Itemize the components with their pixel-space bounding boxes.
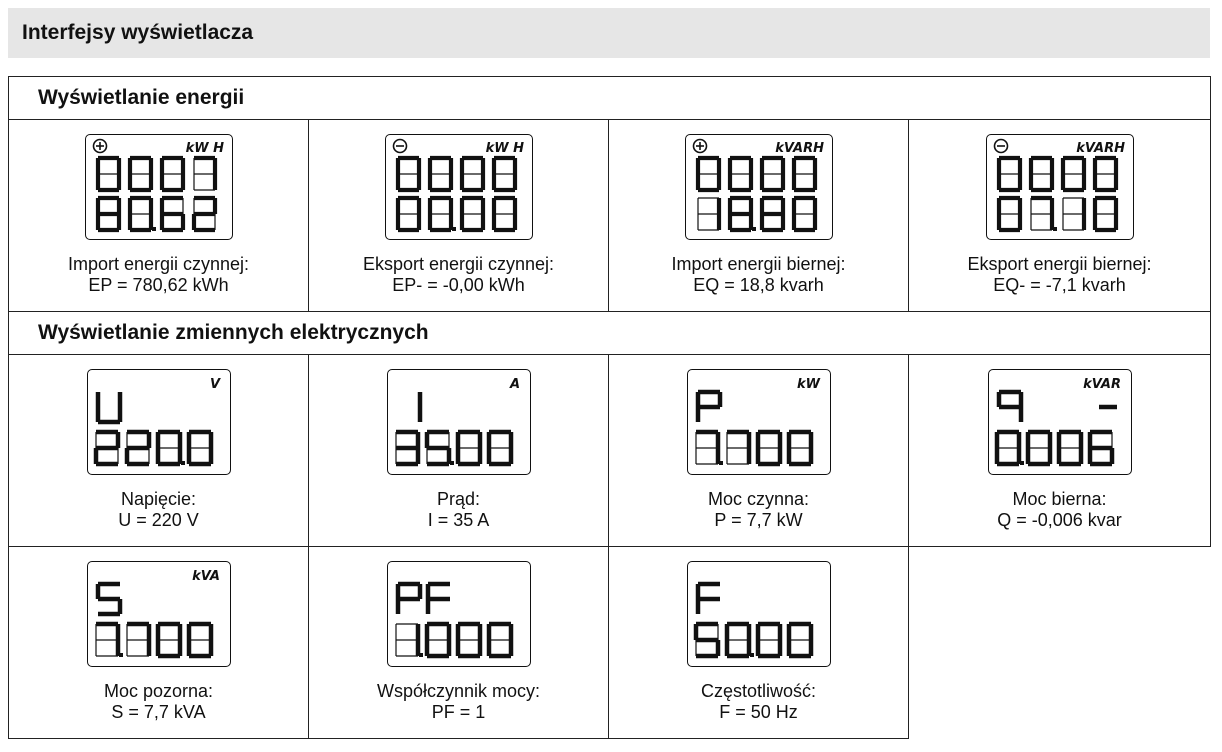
lcd-digit [698,392,720,422]
variable-cell-current [309,355,609,547]
lcd-digit [462,158,483,190]
lcd-digit [127,624,149,656]
lcd-digit [189,624,211,656]
lcd-digit [758,432,780,464]
caption-value: EP- = -0,00 kWh [392,275,525,295]
lcd-digit [794,158,815,190]
lcd-display [685,134,833,240]
lcd-digit [396,624,418,656]
caption-value: Q = -0,006 kvar [997,510,1122,530]
lcd-display [687,561,831,667]
lcd-digit [428,584,450,614]
lcd-digit [96,624,118,656]
lcd-digit [762,198,783,230]
lcd-display [385,134,533,240]
lcd-digit [398,158,419,190]
lcd-digit [997,432,1019,464]
lcd-digit [727,432,749,464]
lcd-digit [1095,158,1116,190]
decimal-point [750,653,754,657]
energy-cell-export-reactive [909,120,1211,312]
lcd-digit [98,392,120,422]
lcd-digit [494,158,515,190]
lcd-digit [396,432,418,464]
lcd-digit [127,432,149,464]
lcd-display [87,369,231,475]
lcd-digit [730,158,751,190]
page-header [8,8,1210,58]
caption-value: I = 35 A [427,510,490,530]
caption-label: Współczynnik mocy: [376,681,541,701]
caption-value: U = 220 V [118,510,199,530]
unit-label: kW H [485,141,524,156]
lcd-digit [1063,158,1084,190]
decimal-point [719,461,723,465]
lcd-digit [162,198,183,230]
lcd-digit [98,584,120,614]
variable-cell-active-power [609,355,909,547]
empty-cell [909,547,1211,739]
lcd-digit [698,198,719,230]
decimal-point [152,227,156,231]
plus-circle-icon [93,140,106,153]
caption-value: EP = 780,62 kWh [88,275,229,295]
lcd-digit [96,432,118,464]
lcd-digit [1028,432,1050,464]
lcd-digit [999,158,1020,190]
plus-circle-icon [693,140,706,153]
lcd-digit [698,584,720,614]
caption-label: Moc czynna: [707,489,810,509]
lcd-digit [158,624,180,656]
lcd-digit [130,158,151,190]
lcd-display [87,561,231,667]
lcd-digit [1059,432,1081,464]
unit-label: kVAR [1082,377,1121,392]
decimal-point [1020,461,1024,465]
caption-label: Import energii czynnej: [67,254,250,274]
lcd-digit [158,432,180,464]
lcd-display [85,134,233,240]
lcd-digit [194,198,215,230]
variable-cell-reactive-power [909,355,1211,547]
decimal-point [419,653,423,657]
variable-cell-frequency [609,547,909,739]
unit-label: kVARH [774,141,824,156]
lcd-digit [489,624,511,656]
decimal-point [450,461,454,465]
lcd-digit [189,432,211,464]
variable-cell-voltage [9,355,309,547]
lcd-digit [696,432,718,464]
caption-value: S = 7,7 kVA [111,702,206,722]
lcd-display [387,561,531,667]
lcd-digit [789,624,811,656]
minus-circle-icon [994,140,1007,153]
lcd-digit [727,624,749,656]
decimal-point [752,227,756,231]
lcd-digit [794,198,815,230]
lcd-digit [1031,158,1052,190]
lcd-digit [489,432,511,464]
unit-label: A [509,377,520,392]
lcd-display [687,369,831,475]
lcd-digit [1090,432,1112,464]
lcd-digit [458,624,480,656]
lcd-digit [462,198,483,230]
caption-label: Napięcie: [120,489,197,509]
display-interfaces-table [8,76,1211,739]
lcd-digit [427,624,449,656]
lcd-digit [1095,198,1116,230]
caption-value: PF = 1 [431,702,486,722]
variable-cell-apparent-power [9,547,309,739]
caption-label: Moc bierna: [1012,489,1107,509]
variable-cell-power-factor [309,547,609,739]
caption-value: EQ = 18,8 kvarh [693,275,824,295]
decimal-point [1053,227,1057,231]
unit-label: kW [796,377,820,392]
lcd-digit [398,198,419,230]
caption-label: Eksport energii czynnej: [362,254,555,274]
lcd-digit [1063,198,1084,230]
caption-value: EQ- = -7,1 kvarh [993,275,1126,295]
energy-cell-import-reactive [609,120,909,312]
lcd-display [988,369,1132,475]
caption-label: Eksport energii biernej: [967,254,1152,274]
caption-label: Częstotliwość: [700,681,817,701]
lcd-digit [730,198,751,230]
unit-label: kVARH [1075,141,1125,156]
decimal-point [181,461,185,465]
caption-label: Moc pozorna: [103,681,214,701]
lcd-digit [999,392,1021,422]
page-title: Interfejsy wyświetlacza [22,21,254,44]
lcd-digit [999,198,1020,230]
caption-value: P = 7,7 kW [714,510,803,530]
unit-label: kW H [185,141,224,156]
energy-section-title: Wyświetlanie energii [9,77,1211,120]
energy-cell-export-active [309,120,609,312]
lcd-digit [98,198,119,230]
lcd-digit [762,158,783,190]
lcd-digit [194,158,215,190]
decimal-point [119,653,123,657]
lcd-digit [427,432,449,464]
lcd-digit [758,624,780,656]
decimal-point [452,227,456,231]
caption-value: F = 50 Hz [719,702,798,722]
lcd-digit [430,158,451,190]
lcd-digit [458,432,480,464]
lcd-digit [162,158,183,190]
variables-section-title: Wyświetlanie zmiennych elektrycznych [9,312,1211,355]
minus-circle-icon [393,140,406,153]
unit-label: kVA [191,569,220,584]
lcd-digit [1031,198,1052,230]
lcd-digit [398,584,420,614]
lcd-display [387,369,531,475]
caption-label: Import energii biernej: [671,254,846,274]
caption-label: Prąd: [436,489,481,509]
lcd-display [986,134,1134,240]
lcd-digit [698,158,719,190]
lcd-digit [696,624,718,656]
energy-cell-import-active [9,120,309,312]
lcd-digit [130,198,151,230]
lcd-digit [98,158,119,190]
unit-label: V [209,377,220,392]
lcd-digit [494,198,515,230]
lcd-digit [430,198,451,230]
lcd-digit [789,432,811,464]
